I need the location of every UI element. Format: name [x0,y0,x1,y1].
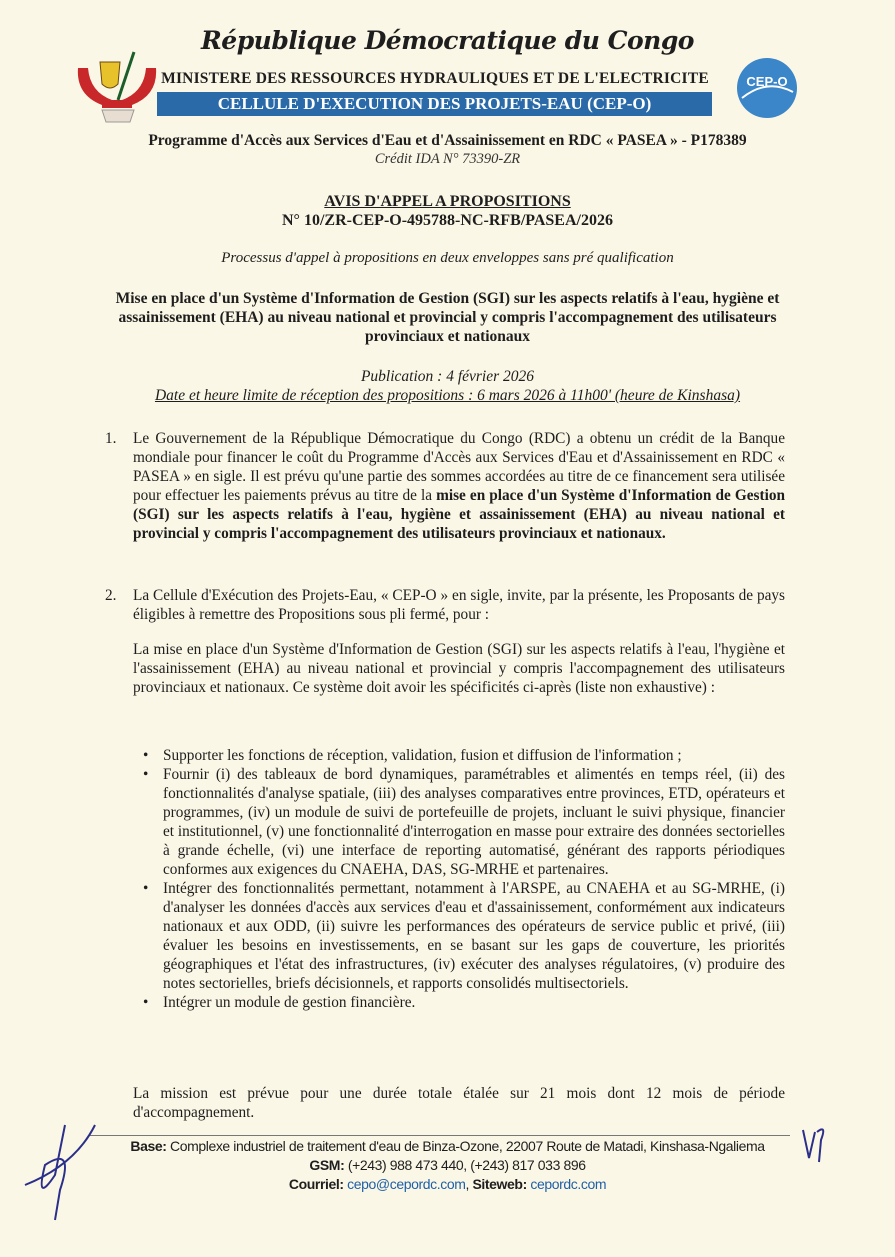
paragraph-text: Le Gouvernement de la République Démocratique du Congo (RDC) a obtenu un crédit de la Banque mondiale pour financer le coût du Programme d'Accès aux Services d'Eau et d'Assainissement en RDC « PASEA » en sigle. Il est prévu qu'une partie des sommes accordées au titre de ce financement sera utilisée pour effectuer les paiements prévus au titre de la [133,430,785,504]
list-item-text: Supporter les fonctions de réception, validation, fusion et diffusion de l'information ; [163,747,682,764]
list-item [143,765,785,879]
deadline: Date et heure limite de réception des propositions : 6 mars 2026 à 11h00' (heure de Kinshasa) [154,387,741,404]
signature-initials-right [795,1120,835,1165]
email-link[interactable]: cepo@cepordc.com [347,1176,466,1192]
cepo-logo-icon [727,48,807,128]
paragraph-text: La Cellule d'Exécution des Projets-Eau, « CEP-O » en sigle, invite, par la présente, les Proposants de pays éligibles à remettre des Propositions sous pli fermé, pour : [133,587,785,623]
base-address: Complexe industriel de traitement d'eau de Binza-Ozone, 22007 Route de Matadi, Kinshasa-Ngaliema [166,1138,765,1154]
notice-object: Mise en place d'un Système d'Information de Gestion (SGI) sur les aspects relatifs à l'eau, hygiène et assainissement (EHA) au niveau national et provincial y compris l'accompagnement des utilisateurs provinciaux et nationaux [115,290,780,345]
paragraph-2-detail: La mise en place d'un Système d'Information de Gestion (SGI) sur les aspects relatifs à l'eau, l'hygiène et l'assainissement (EHA) au niveau national et provincial y compris l'accompagnement des utilisateurs provinciaux et nationaux. Ce système doit avoir les spécificités ci-après (liste non exhaustive) : [133,641,785,696]
paragraph-bold-text: mise en place d'un Système d'Information de Gestion (SGI) sur les aspects relatifs à l'eau, hygiène et assainissement (EHA) au niveau national et provincial y compris l'accompagnement des utilisateurs provinciaux et nationaux. [133,487,785,542]
email-label: Courriel: [288,1176,344,1192]
svg-text:CEP-O: CEP-O [746,74,788,89]
paragraph-number: 2. [105,587,117,604]
list-item [143,746,785,765]
gsm-label: GSM: [309,1157,345,1173]
republic-title: République Démocratique du Congo [201,26,694,55]
footer-address [0,1137,895,1156]
bullet-icon: • [143,880,149,897]
base-label: Base: [130,1138,167,1154]
paragraph-number: 1. [105,430,117,447]
bullet-icon: • [143,994,149,1011]
list-item [143,879,785,993]
footer-divider [88,1135,790,1136]
publication-date: Publication : 4 février 2026 [360,368,535,385]
list-item [143,993,785,1012]
paragraph-2 [105,586,785,624]
specification-list [143,746,785,1012]
website-link[interactable]: cepordc.com [530,1176,607,1192]
cepo-logo [727,48,807,128]
bullet-icon: • [143,766,149,783]
bullet-icon: • [143,747,149,764]
paragraph-1 [105,429,785,543]
programme-name: Programme d'Accès aux Services d'Eau et d'Assainissement en RDC « PASEA » - P178389 [148,132,747,149]
list-item-text: Intégrer des fonctionnalités permettant, notamment à l'ARSPE, au CNAEHA et au SG-MRHE, (i) d'analyser les données d'accès aux services d'eau et d'assainissement, conformément aux indicateurs nationaux et aux ODD, (ii) suivre les performances des opérateurs de service public et privé, (iii) évaluer les besoins en investissements, en se basant sur les gaps de couverture, les priorités géographiques et l'état des infrastructures, (iv) exécuter des analyses régulatoires, (v) produire des notes sectorielles, briefs décisionnels, et rapports consolidés multisectoriels. [163,880,785,992]
mission-duration: La mission est prévue pour une durée totale étalée sur 21 mois dont 12 mois de période d'accompagnement. [133,1085,785,1121]
list-item-text: Intégrer un module de gestion financière. [163,994,416,1011]
gsm-numbers: (+243) 988 473 440, (+243) 817 033 896 [344,1157,586,1173]
credit-number: Crédit IDA N° 73390-ZR [374,151,521,167]
site-label: Siteweb: [472,1176,527,1192]
ministry-name: MINISTERE DES RESSOURCES HYDRAULIQUES ET DE L'ELECTRICITE [161,70,709,87]
cell-banner: CELLULE D'EXECUTION DES PROJETS-EAU (CEP-O) [157,92,712,116]
list-item-text: Fournir (i) des tableaux de bord dynamiques, paramétrables et alimentés en temps réel, (ii) des fonctionnalités d'analyse spatiale, (iii) des analyses comparatives entre provinces, ETD, opérateurs et programmes, (iv) un module de suivi de portefeuille de projets, incluant le suivi physique, financier et institutionnel, (v) une fonctionnalité d'interrogation en masse pour extraire des données sectorielles à grande échelle, (vi) une interface de reporting automatisé, générant des rapports périodiques conformes aux exigences du CNAEHA, DAS, SG-MRHE et partenaires. [163,766,785,878]
coat-of-arms [72,50,162,125]
notice-title: AVIS D'APPEL A PROPOSITIONS [324,193,571,210]
footer-phone [0,1156,895,1175]
notice-number: N° 10/ZR-CEP-O-495788-NC-RFB/PASEA/2026 [282,212,613,229]
coat-of-arms-icon [72,50,162,125]
process-type: Processus d'appel à propositions en deux enveloppes sans pré qualification [221,250,674,266]
signature-initials-left [15,1115,105,1225]
footer-contact: Courriel: cepo@cepordc.com, Siteweb: cepordc.com [288,1176,607,1192]
